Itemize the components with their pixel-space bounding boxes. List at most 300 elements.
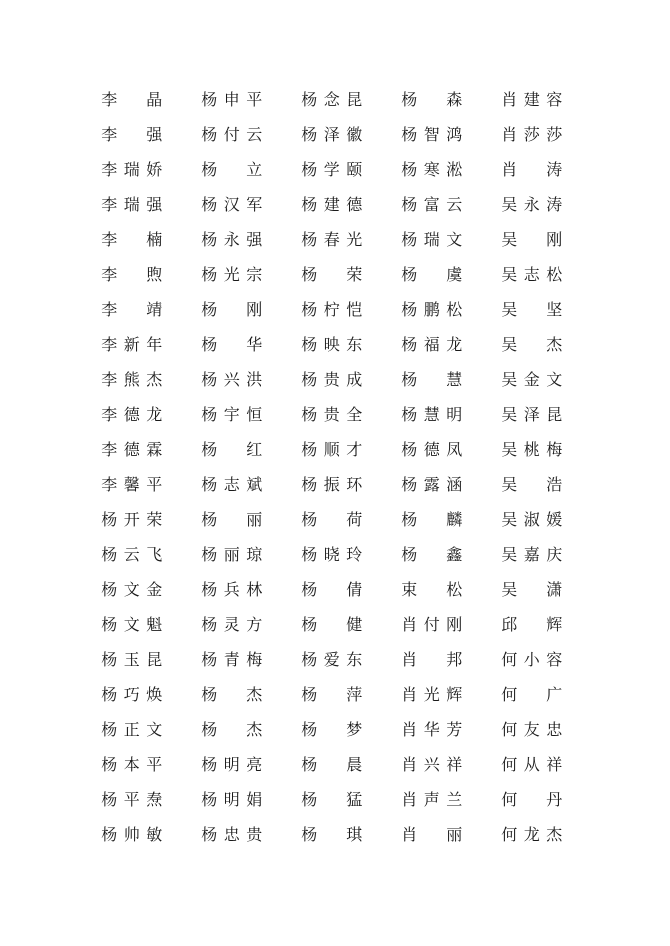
name-character: 杨 bbox=[401, 335, 418, 354]
name-character: 兰 bbox=[446, 790, 463, 809]
name-character: 杨 bbox=[301, 790, 318, 809]
name-character: 荣 bbox=[346, 265, 363, 284]
name-character bbox=[321, 820, 344, 855]
name-entry bbox=[398, 750, 465, 785]
name-character: 斌 bbox=[246, 475, 263, 494]
name-entry bbox=[298, 575, 365, 610]
name-character bbox=[521, 680, 544, 715]
name-character: 刚 bbox=[246, 300, 263, 319]
name-entry bbox=[298, 820, 365, 855]
name-character: 何 bbox=[501, 720, 518, 739]
name-character: 梅 bbox=[246, 650, 263, 669]
name-character: 肖 bbox=[401, 755, 418, 774]
name-character: 鹏 bbox=[423, 300, 440, 319]
name-character: 吴 bbox=[501, 300, 518, 319]
name-entry bbox=[398, 365, 465, 400]
name-character: 淑 bbox=[523, 510, 540, 529]
name-entry bbox=[498, 435, 565, 470]
name-entry bbox=[98, 435, 165, 470]
name-character: 颐 bbox=[346, 160, 363, 179]
name-entry bbox=[198, 155, 265, 190]
name-character: 新 bbox=[123, 335, 140, 354]
name-character: 金 bbox=[146, 580, 163, 599]
name-character: 凤 bbox=[446, 440, 463, 459]
name-entry bbox=[98, 260, 165, 295]
name-character: 容 bbox=[546, 650, 563, 669]
name-entry bbox=[198, 190, 265, 225]
name-character: 杨 bbox=[301, 615, 318, 634]
name-character: 邱 bbox=[501, 615, 518, 634]
name-character: 辉 bbox=[546, 615, 563, 634]
name-character: 志 bbox=[523, 265, 540, 284]
name-character: 瑞 bbox=[123, 195, 140, 214]
name-character bbox=[421, 645, 444, 680]
name-character bbox=[521, 785, 544, 820]
name-character: 焘 bbox=[146, 790, 163, 809]
name-character: 杰 bbox=[246, 685, 263, 704]
name-entry bbox=[498, 295, 565, 330]
name-entry bbox=[398, 575, 465, 610]
name-character: 麟 bbox=[446, 510, 463, 529]
name-character: 杨 bbox=[401, 160, 418, 179]
name-entry bbox=[98, 505, 165, 540]
name-character bbox=[221, 330, 244, 365]
name-character: 煦 bbox=[146, 265, 163, 284]
name-character: 环 bbox=[346, 475, 363, 494]
name-character: 昆 bbox=[346, 90, 363, 109]
name-character: 付 bbox=[423, 615, 440, 634]
name-character: 杨 bbox=[401, 545, 418, 564]
name-entry bbox=[298, 750, 365, 785]
name-entry bbox=[198, 820, 265, 855]
name-entry bbox=[198, 225, 265, 260]
name-character: 强 bbox=[146, 195, 163, 214]
name-character: 晓 bbox=[323, 545, 340, 564]
name-entry bbox=[498, 365, 565, 400]
name-entry bbox=[398, 85, 465, 120]
name-character: 梦 bbox=[346, 720, 363, 739]
name-character: 莎 bbox=[546, 125, 563, 144]
name-character: 肖 bbox=[401, 615, 418, 634]
name-character bbox=[421, 820, 444, 855]
name-character: 杨 bbox=[101, 720, 118, 739]
name-character: 红 bbox=[246, 440, 263, 459]
name-character bbox=[321, 575, 344, 610]
name-character: 杨 bbox=[201, 790, 218, 809]
name-character: 敏 bbox=[146, 825, 163, 844]
name-entry bbox=[498, 785, 565, 820]
name-character: 柠 bbox=[323, 300, 340, 319]
name-character: 松 bbox=[446, 580, 463, 599]
name-character: 焕 bbox=[146, 685, 163, 704]
name-entry bbox=[298, 400, 365, 435]
name-entry bbox=[298, 260, 365, 295]
name-character: 杨 bbox=[201, 475, 218, 494]
name-character: 杨 bbox=[201, 160, 218, 179]
name-character: 杨 bbox=[201, 300, 218, 319]
name-character: 平 bbox=[146, 755, 163, 774]
name-character: 杨 bbox=[201, 510, 218, 529]
name-character bbox=[521, 225, 544, 260]
name-character: 肖 bbox=[401, 825, 418, 844]
name-entry bbox=[398, 295, 465, 330]
name-entry bbox=[98, 330, 165, 365]
name-character bbox=[521, 295, 544, 330]
name-character: 明 bbox=[446, 405, 463, 424]
name-entry bbox=[498, 750, 565, 785]
name-character: 杨 bbox=[301, 685, 318, 704]
name-character: 贵 bbox=[246, 825, 263, 844]
name-character: 德 bbox=[123, 405, 140, 424]
name-character: 涛 bbox=[546, 160, 563, 179]
name-character bbox=[421, 540, 444, 575]
name-character bbox=[521, 610, 544, 645]
name-character: 吴 bbox=[501, 195, 518, 214]
name-entry bbox=[398, 400, 465, 435]
name-character: 杨 bbox=[301, 510, 318, 529]
name-character: 春 bbox=[323, 230, 340, 249]
name-character: 露 bbox=[423, 475, 440, 494]
name-character bbox=[421, 575, 444, 610]
name-character: 杨 bbox=[101, 615, 118, 634]
name-character: 桃 bbox=[523, 440, 540, 459]
name-entry bbox=[198, 540, 265, 575]
name-character: 吴 bbox=[501, 545, 518, 564]
name-character: 媛 bbox=[546, 510, 563, 529]
name-character bbox=[221, 505, 244, 540]
name-character: 吴 bbox=[501, 440, 518, 459]
name-character: 念 bbox=[323, 90, 340, 109]
name-character: 瑞 bbox=[423, 230, 440, 249]
name-character: 华 bbox=[423, 720, 440, 739]
name-character: 永 bbox=[523, 195, 540, 214]
name-character: 兴 bbox=[423, 755, 440, 774]
name-entry bbox=[398, 120, 465, 155]
name-entry bbox=[298, 470, 365, 505]
name-entry bbox=[498, 680, 565, 715]
name-character: 猛 bbox=[346, 790, 363, 809]
name-character: 平 bbox=[146, 475, 163, 494]
name-character: 文 bbox=[446, 230, 463, 249]
name-character: 智 bbox=[423, 125, 440, 144]
name-character: 杰 bbox=[246, 720, 263, 739]
name-entry bbox=[198, 260, 265, 295]
name-character: 光 bbox=[346, 230, 363, 249]
name-entry bbox=[98, 85, 165, 120]
name-character: 杨 bbox=[401, 405, 418, 424]
name-character: 宇 bbox=[223, 405, 240, 424]
name-character: 森 bbox=[446, 90, 463, 109]
name-character: 李 bbox=[101, 300, 118, 319]
name-character bbox=[321, 750, 344, 785]
name-character bbox=[521, 155, 544, 190]
name-entry bbox=[198, 680, 265, 715]
name-character: 恒 bbox=[246, 405, 263, 424]
name-entry bbox=[298, 365, 365, 400]
name-entry bbox=[398, 190, 465, 225]
name-character bbox=[121, 120, 144, 155]
name-character: 束 bbox=[401, 580, 418, 599]
name-entry bbox=[98, 820, 165, 855]
name-character: 建 bbox=[523, 90, 540, 109]
name-character: 莎 bbox=[523, 125, 540, 144]
name-character: 林 bbox=[246, 580, 263, 599]
name-character: 鸿 bbox=[446, 125, 463, 144]
name-character: 兴 bbox=[223, 370, 240, 389]
name-character: 巧 bbox=[123, 685, 140, 704]
name-character: 杨 bbox=[201, 650, 218, 669]
name-character bbox=[321, 715, 344, 750]
name-character: 杨 bbox=[401, 510, 418, 529]
name-character bbox=[221, 435, 244, 470]
name-character: 李 bbox=[101, 405, 118, 424]
name-character: 刚 bbox=[446, 615, 463, 634]
name-character: 杨 bbox=[401, 370, 418, 389]
name-entry bbox=[498, 225, 565, 260]
name-character: 何 bbox=[501, 755, 518, 774]
name-character: 杨 bbox=[401, 265, 418, 284]
name-entry bbox=[498, 190, 565, 225]
name-character: 肖 bbox=[501, 160, 518, 179]
name-character: 永 bbox=[223, 230, 240, 249]
name-character: 杨 bbox=[301, 475, 318, 494]
name-character: 德 bbox=[123, 440, 140, 459]
name-entry bbox=[298, 505, 365, 540]
name-character: 容 bbox=[546, 90, 563, 109]
name-character: 庆 bbox=[546, 545, 563, 564]
name-entry bbox=[98, 365, 165, 400]
name-character: 楠 bbox=[146, 230, 163, 249]
name-character: 何 bbox=[501, 790, 518, 809]
name-character: 文 bbox=[123, 580, 140, 599]
name-character: 志 bbox=[223, 475, 240, 494]
name-entry bbox=[398, 610, 465, 645]
name-character: 丽 bbox=[446, 825, 463, 844]
name-character: 丹 bbox=[546, 790, 563, 809]
name-character: 明 bbox=[223, 755, 240, 774]
name-character: 声 bbox=[423, 790, 440, 809]
name-character: 何 bbox=[501, 650, 518, 669]
name-character: 全 bbox=[346, 405, 363, 424]
name-entry bbox=[298, 540, 365, 575]
name-entry bbox=[198, 330, 265, 365]
name-entry bbox=[398, 470, 465, 505]
name-character: 杨 bbox=[301, 195, 318, 214]
name-character bbox=[121, 85, 144, 120]
name-character: 东 bbox=[346, 335, 363, 354]
name-entry bbox=[498, 85, 565, 120]
name-character bbox=[321, 785, 344, 820]
name-character: 文 bbox=[146, 720, 163, 739]
name-entry bbox=[198, 120, 265, 155]
name-entry bbox=[98, 470, 165, 505]
name-character: 杨 bbox=[301, 300, 318, 319]
name-character: 熊 bbox=[123, 370, 140, 389]
name-character: 龙 bbox=[146, 405, 163, 424]
name-character: 东 bbox=[346, 650, 363, 669]
name-character: 娟 bbox=[246, 790, 263, 809]
name-entry bbox=[498, 505, 565, 540]
name-character bbox=[521, 330, 544, 365]
name-character: 贵 bbox=[323, 405, 340, 424]
name-character: 富 bbox=[423, 195, 440, 214]
name-character bbox=[521, 575, 544, 610]
name-character: 龙 bbox=[446, 335, 463, 354]
name-character: 汉 bbox=[223, 195, 240, 214]
name-character: 强 bbox=[246, 230, 263, 249]
name-character: 吴 bbox=[501, 335, 518, 354]
name-character: 祥 bbox=[546, 755, 563, 774]
name-character: 忠 bbox=[223, 825, 240, 844]
name-character: 洪 bbox=[246, 370, 263, 389]
name-entry bbox=[298, 785, 365, 820]
name-character: 杨 bbox=[201, 545, 218, 564]
name-entry bbox=[98, 610, 165, 645]
name-character: 杨 bbox=[201, 825, 218, 844]
name-character: 杨 bbox=[201, 370, 218, 389]
name-character: 杨 bbox=[101, 580, 118, 599]
name-character: 辉 bbox=[446, 685, 463, 704]
name-character: 李 bbox=[101, 160, 118, 179]
name-character: 魁 bbox=[146, 615, 163, 634]
name-character: 何 bbox=[501, 685, 518, 704]
name-character: 虞 bbox=[446, 265, 463, 284]
name-character: 龙 bbox=[523, 825, 540, 844]
name-character: 杨 bbox=[201, 685, 218, 704]
name-character: 才 bbox=[346, 440, 363, 459]
name-character: 平 bbox=[123, 790, 140, 809]
name-character: 瑞 bbox=[123, 160, 140, 179]
name-character: 杨 bbox=[101, 825, 118, 844]
name-character: 杨 bbox=[301, 720, 318, 739]
name-character: 映 bbox=[323, 335, 340, 354]
name-character: 李 bbox=[101, 475, 118, 494]
name-entry bbox=[98, 680, 165, 715]
name-character: 军 bbox=[246, 195, 263, 214]
name-character: 华 bbox=[246, 335, 263, 354]
name-character: 涛 bbox=[546, 195, 563, 214]
name-character: 杨 bbox=[201, 335, 218, 354]
name-character: 杨 bbox=[401, 90, 418, 109]
name-character: 淞 bbox=[446, 160, 463, 179]
name-character: 刚 bbox=[546, 230, 563, 249]
name-character: 涵 bbox=[446, 475, 463, 494]
name-character: 丽 bbox=[223, 545, 240, 564]
name-character: 杨 bbox=[301, 405, 318, 424]
name-character: 申 bbox=[223, 90, 240, 109]
name-character: 学 bbox=[323, 160, 340, 179]
name-character: 文 bbox=[546, 370, 563, 389]
name-character: 坚 bbox=[546, 300, 563, 319]
name-character: 晨 bbox=[346, 755, 363, 774]
name-character: 肖 bbox=[501, 125, 518, 144]
name-character bbox=[421, 85, 444, 120]
name-character: 杨 bbox=[301, 230, 318, 249]
name-character: 玉 bbox=[123, 650, 140, 669]
name-character: 李 bbox=[101, 230, 118, 249]
name-entry bbox=[398, 645, 465, 680]
name-character: 光 bbox=[423, 685, 440, 704]
name-character: 浩 bbox=[546, 475, 563, 494]
name-character: 杨 bbox=[201, 230, 218, 249]
name-character: 萍 bbox=[346, 685, 363, 704]
name-entry bbox=[98, 540, 165, 575]
name-character: 丽 bbox=[246, 510, 263, 529]
name-entry bbox=[298, 435, 365, 470]
name-character bbox=[421, 260, 444, 295]
name-character: 杨 bbox=[301, 580, 318, 599]
name-character: 杨 bbox=[301, 335, 318, 354]
name-character: 晶 bbox=[146, 90, 163, 109]
name-character: 邦 bbox=[446, 650, 463, 669]
name-entry bbox=[498, 610, 565, 645]
name-character: 杨 bbox=[301, 370, 318, 389]
name-character: 杨 bbox=[301, 755, 318, 774]
name-entry bbox=[298, 680, 365, 715]
name-character: 李 bbox=[101, 335, 118, 354]
name-character bbox=[321, 680, 344, 715]
name-character: 杨 bbox=[201, 265, 218, 284]
name-character: 杨 bbox=[201, 580, 218, 599]
name-character: 杨 bbox=[301, 545, 318, 564]
name-character: 泽 bbox=[523, 405, 540, 424]
name-entry bbox=[198, 365, 265, 400]
name-character: 肖 bbox=[401, 720, 418, 739]
name-character: 本 bbox=[123, 755, 140, 774]
name-entry bbox=[498, 330, 565, 365]
name-character: 贵 bbox=[323, 370, 340, 389]
name-character: 杨 bbox=[401, 125, 418, 144]
name-entry bbox=[98, 225, 165, 260]
name-character: 馨 bbox=[123, 475, 140, 494]
name-entry bbox=[198, 575, 265, 610]
name-character: 云 bbox=[123, 545, 140, 564]
name-character: 吴 bbox=[501, 370, 518, 389]
name-character: 杨 bbox=[301, 650, 318, 669]
name-entry bbox=[298, 120, 365, 155]
name-character: 芳 bbox=[446, 720, 463, 739]
name-character: 杨 bbox=[201, 755, 218, 774]
name-entry bbox=[498, 120, 565, 155]
name-character: 成 bbox=[346, 370, 363, 389]
name-entry bbox=[198, 505, 265, 540]
name-character: 玲 bbox=[346, 545, 363, 564]
name-character: 青 bbox=[223, 650, 240, 669]
name-character: 昆 bbox=[546, 405, 563, 424]
name-character: 杨 bbox=[201, 90, 218, 109]
name-character: 荣 bbox=[146, 510, 163, 529]
name-character: 杨 bbox=[401, 195, 418, 214]
name-character: 文 bbox=[123, 615, 140, 634]
name-character bbox=[421, 365, 444, 400]
name-character: 开 bbox=[123, 510, 140, 529]
name-character: 吴 bbox=[501, 510, 518, 529]
name-character: 飞 bbox=[146, 545, 163, 564]
name-character: 强 bbox=[146, 125, 163, 144]
name-entry bbox=[398, 225, 465, 260]
name-character: 倩 bbox=[346, 580, 363, 599]
name-character: 兵 bbox=[223, 580, 240, 599]
name-character: 杰 bbox=[546, 335, 563, 354]
name-character: 忠 bbox=[546, 720, 563, 739]
name-entry bbox=[498, 470, 565, 505]
name-character: 杨 bbox=[401, 475, 418, 494]
name-character bbox=[221, 680, 244, 715]
name-entry bbox=[298, 715, 365, 750]
name-entry bbox=[498, 400, 565, 435]
name-character: 慧 bbox=[446, 370, 463, 389]
name-character: 杨 bbox=[401, 230, 418, 249]
